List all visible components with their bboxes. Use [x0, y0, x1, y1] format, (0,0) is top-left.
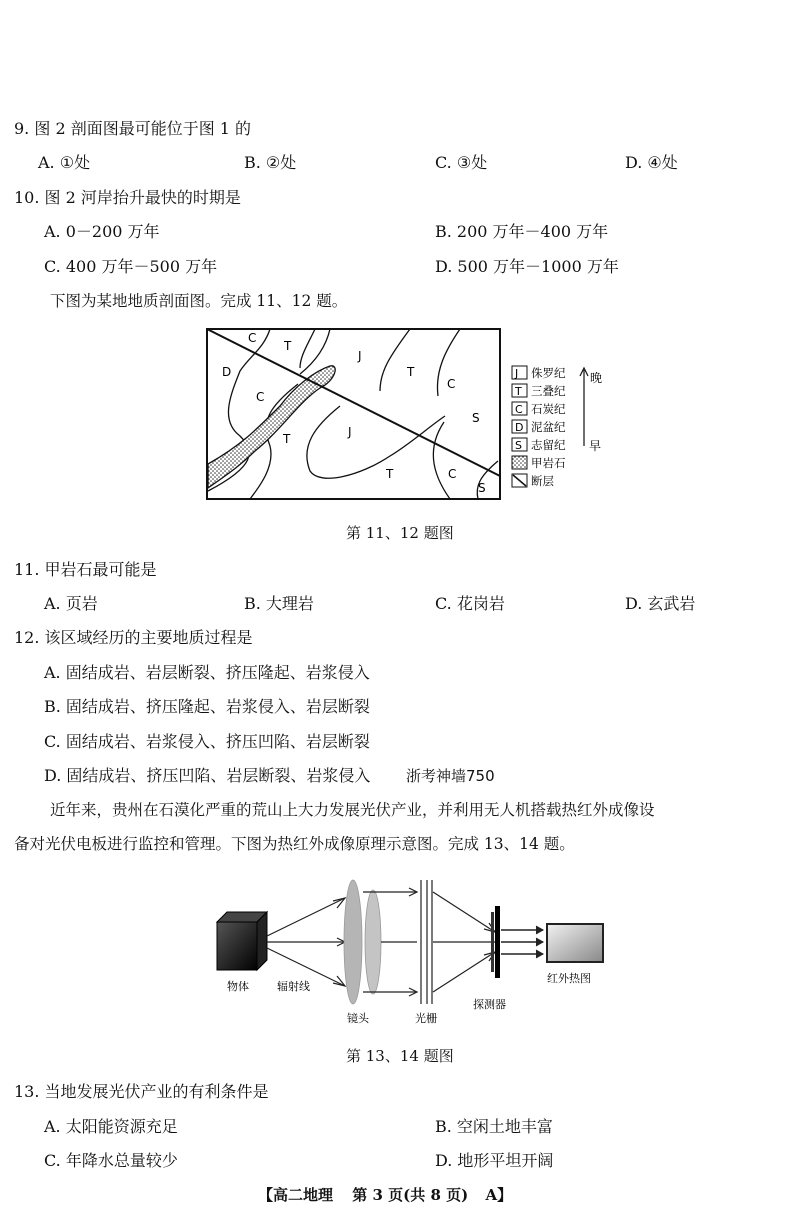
arrowhead-icon [536, 950, 543, 958]
label-c: C [448, 467, 457, 481]
q10-option-b: B. 200 万年－400 万年 [435, 222, 609, 241]
legend-code-s: S [515, 439, 522, 452]
q9-stem: 9. 图 2 剖面图最可能位于图 1 的 [14, 119, 252, 138]
q12-option-b: B. 固结成岩、挤压隆起、岩浆侵入、岩层断裂 [44, 697, 370, 716]
grating-label: 光栅 [415, 1012, 437, 1025]
legend-code-d: D [515, 421, 524, 434]
thermal-image-screen-icon [547, 924, 603, 962]
legend-code-c: C [515, 403, 523, 416]
detector-plate [491, 912, 494, 972]
q9-option-a: A. ①处 [38, 153, 91, 172]
watermark-text: 浙考神墙750 [406, 767, 495, 785]
thermal-image-label: 红外热图 [547, 972, 591, 985]
q11-option-b: B. 大理岩 [244, 594, 314, 613]
footer-version: A】 [485, 1186, 513, 1204]
arrowhead-icon [536, 938, 543, 946]
ray-line [433, 892, 495, 932]
label-c: C [447, 377, 456, 391]
geologic-section-figure [200, 326, 610, 506]
label-t: T [284, 339, 292, 353]
ray-line [433, 952, 495, 992]
q12-option-a: A. 固结成岩、岩层断裂、挤压隆起、岩浆侵入 [44, 663, 370, 682]
rays-label: 辐射线 [277, 980, 310, 993]
q10-option-c: C. 400 万年－500 万年 [44, 257, 218, 276]
q9-option-c: C. ③处 [435, 153, 488, 172]
object-label: 物体 [227, 980, 249, 993]
age-late-label: 晚 [590, 371, 603, 385]
label-c: C [248, 331, 257, 345]
object-cube-icon [217, 912, 267, 970]
q13-option-b: B. 空闲土地丰富 [435, 1117, 553, 1136]
q13-option-a: A. 太阳能资源充足 [44, 1117, 178, 1136]
legend-text-devonian: 泥盆纪 [531, 420, 566, 434]
q12-option-c: C. 固结成岩、岩浆侵入、挤压凹陷、岩层断裂 [44, 732, 370, 751]
legend-text-jurassic: 侏罗纪 [531, 366, 566, 380]
legend-text-silurian: 志留纪 [531, 438, 566, 452]
lens-icon [344, 880, 362, 1004]
label-c: C [256, 390, 265, 404]
legend-text-triassic: 三叠纪 [531, 384, 566, 398]
label-t: T [407, 365, 415, 379]
q9-option-d: D. ④处 [625, 153, 678, 172]
intro-13-14-line2: 备对光伏电板进行监控和管理。下图为热红外成像原理示意图。完成 13、14 题。 [14, 835, 575, 853]
label-t: T [283, 432, 291, 446]
legend-text-carboniferous: 石炭纪 [531, 402, 566, 416]
label-d: D [222, 365, 232, 379]
q13-option-c: C. 年降水总量较少 [44, 1151, 178, 1170]
q10-stem: 10. 图 2 河岸抬升最快的时期是 [14, 188, 241, 207]
legend-code-t: T [515, 385, 522, 398]
ray-line [267, 898, 345, 936]
label-t: T [386, 467, 394, 481]
legend-text-fault: 断层 [531, 474, 554, 488]
fig2-caption: 第 13、14 题图 [346, 1047, 454, 1065]
label-j: J [358, 349, 362, 363]
detector-icon [495, 906, 500, 978]
intro-11-12: 下图为某地地质剖面图。完成 11、12 题。 [50, 292, 348, 310]
arrowhead-icon [536, 926, 543, 934]
label-s: S [478, 481, 486, 495]
q11-option-a: A. 页岩 [44, 594, 98, 613]
legend [512, 366, 602, 488]
legend-code-j: J [515, 367, 519, 380]
q10-option-d: D. 500 万年－1000 万年 [435, 257, 619, 276]
age-early-label: 早 [589, 439, 602, 453]
lens-label: 镜头 [347, 1012, 369, 1025]
thermal-imaging-figure [205, 872, 615, 1037]
q12-option-d: D. 固结成岩、挤压凹陷、岩层断裂、岩浆侵入 [44, 766, 371, 785]
legend-text-rock-jia: 甲岩石 [531, 456, 566, 470]
q12-stem: 12. 该区域经历的主要地质过程是 [14, 628, 253, 647]
label-j: J [348, 425, 352, 439]
lens-icon [365, 890, 381, 994]
intro-13-14-line1: 近年来，贵州在石漠化严重的荒山上大力发展光伏产业，并利用无人机搭载热红外成像设 [50, 801, 655, 819]
footer-subject: 【高二地理 [258, 1186, 334, 1204]
page-footer [258, 1184, 512, 1205]
q11-option-c: C. 花岗岩 [435, 594, 505, 613]
q9-option-b: B. ②处 [244, 153, 297, 172]
q13-option-d: D. 地形平坦开阔 [435, 1151, 554, 1170]
legend-swatch-rock-jia [512, 456, 527, 469]
label-s: S [472, 411, 480, 425]
detector-label: 探测器 [473, 998, 506, 1011]
q11-stem: 11. 甲岩石最可能是 [14, 560, 157, 579]
q10-option-a: A. 0－200 万年 [44, 222, 160, 241]
fig1-caption: 第 11、12 题图 [346, 524, 454, 542]
q13-stem: 13. 当地发展光伏产业的有利条件是 [14, 1082, 269, 1101]
footer-page: 第 3 页(共 8 页) [352, 1186, 469, 1204]
q11-option-d: D. 玄武岩 [625, 594, 696, 613]
